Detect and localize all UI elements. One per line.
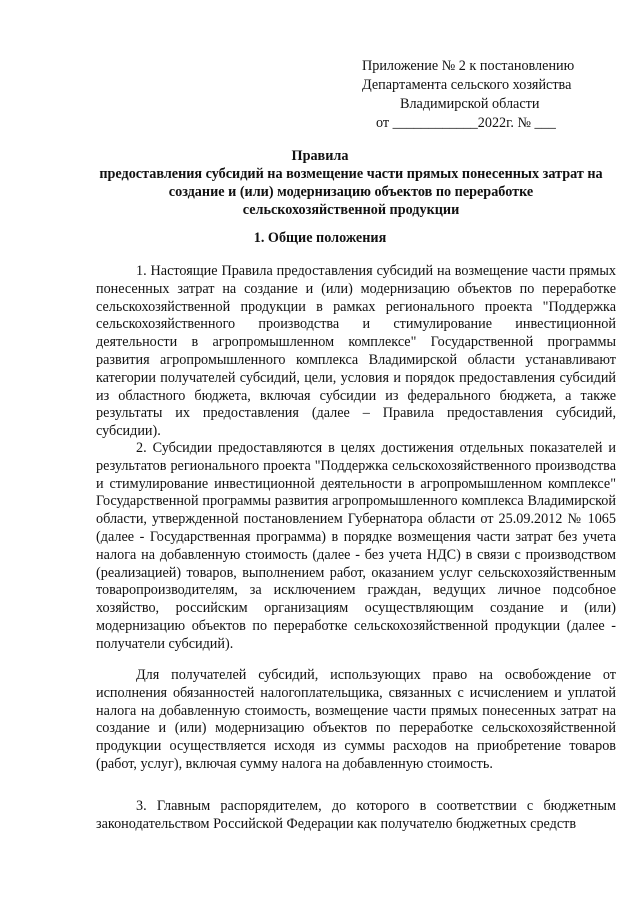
appendix-header (340, 57, 630, 133)
header-line-3: Владимирской области (400, 96, 540, 112)
header-line-1: Приложение № 2 к постановлению (362, 58, 575, 74)
paragraph-2: 2. Субсидии предоставляются в целях достижения отдельных показателей и результатов регионального проекта "Поддержка сельскохозяйственного производства и стимулирование инвестиционной деятельности в агропромышленном комплексе" Государственной программы развития агропромышленного комплекса Владимирской области, утвержденной постановлением Губернатора области от 25.09.2012 № 1065 (далее - Государственная программа) в порядке возмещения части затрат без учета налога на добавленную стоимость (далее - без учета НДС) в связи с производством (реализацией) товаров, выполнением работ, оказанием услуг сельскохозяйственным товаропроизводителям, за исключением граждан, ведущих личное подсобное хозяйство, российским организациям осуществляющим создание и (или) модернизацию объектов по переработке сельскохозяйственной продукции (далее - получатели субсидий). (96, 440, 616, 652)
paragraph-4: 3. Главным распорядителем, до которого в соответствии с бюджетным законодательством Российской Федерации как получателю бюджетных средств (96, 798, 616, 832)
header-line-4: от ____________2022г. № ___ (376, 115, 556, 131)
paragraph-1: 1. Настоящие Правила предоставления субсидий на возмещение части прямых понесенных затрат на создание и (или) модернизацию объектов по переработке сельскохозяйственной продукции в рамках регионального проекта "Поддержка сельскохозяйственного производства и стимулирование инвестиционной деятельности в агропромышленном комплексе" Государственной программы развития агропромышленного комплекса Владимирской области устанавливают категории получателей субсидий, цели, условия и порядок предоставления субсидий из областного бюджета, включая субсидии из федерального бюджета, а также результаты их предоставления (далее – Правила предоставления субсидий, субсидии). (96, 263, 616, 440)
paragraph-3: Для получателей субсидий, использующих право на освобождение от исполнения обязанностей налогоплательщика, связанных с исчислением и уплатой налога на добавленную стоимость, возмещение части прямых понесенных затрат на создание и (или) модернизацию объектов по переработке сельскохозяйственной продукции осуществляется исходя из суммы расходов на приобретение товаров (работ, услуг), включая сумму налога на добавленную стоимость. (96, 667, 616, 772)
document-title: Правила (291, 148, 349, 164)
document-subtitle: предоставления субсидий на возмещение части прямых понесенных затрат на создание и (или) модернизацию объектов по переработке сельскохозяйственной продукции (99, 166, 603, 218)
section-heading: 1. Общие положения (253, 230, 387, 246)
header-line-2: Департамента сельского хозяйства (362, 77, 572, 93)
